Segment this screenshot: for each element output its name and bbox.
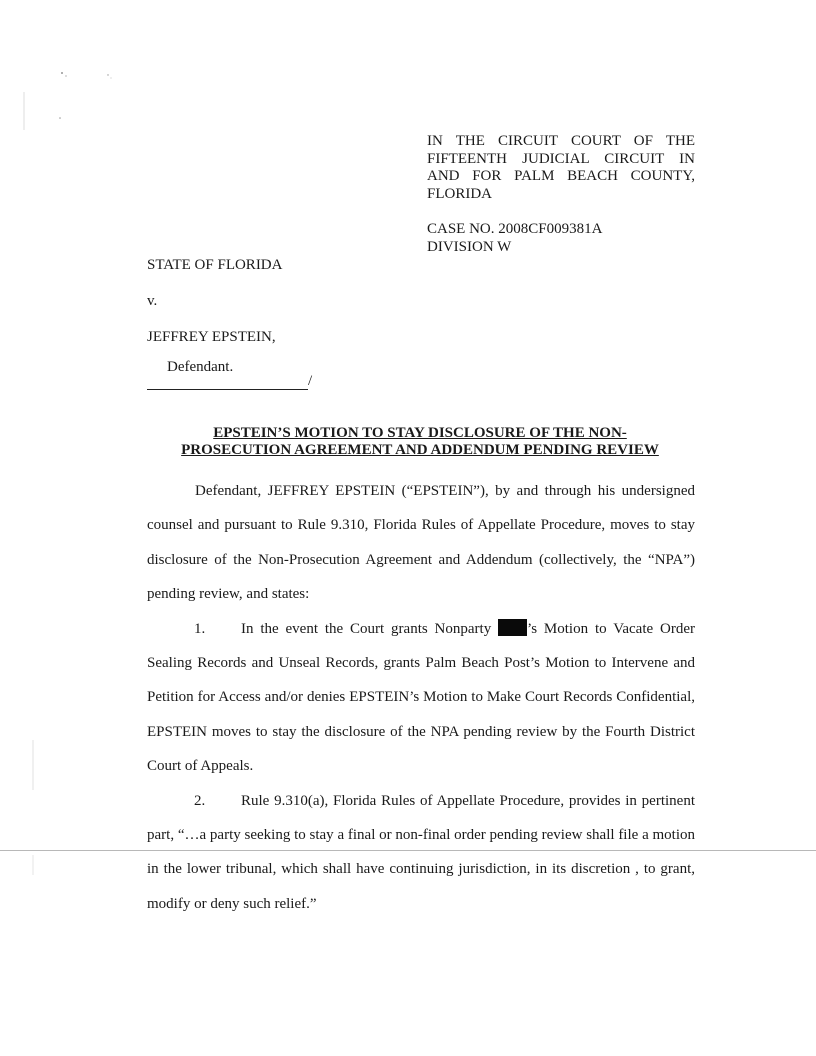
caption-versus: v. (147, 293, 158, 309)
court-heading-line: AND FOR PALM BEACH COUNTY, (427, 168, 695, 184)
motion-title-line-2: PROSECUTION AGREEMENT AND ADDENDUM PENDING REVIEW (181, 442, 659, 458)
caption-rule (147, 389, 308, 390)
paragraph-text: Rule 9.310(a), Florida Rules of Appellate Procedure, provides in pertinent part, “…a party seeking to stay a final or non-final order pending review shall file a motion in the lower tribunal, which shall have continuing jurisdiction, in its discretion , to grant, modify or deny such relief.” (147, 792, 695, 912)
division: DIVISION W (427, 238, 512, 255)
motion-body (147, 474, 695, 921)
paragraph-text: ’s Motion to Vacate Order Sealing Records and Unseal Records, grants Palm Beach Post’s Motion to Intervene and Petition for Access and/or denies EPSTEIN’s Motion to Make Court Records Confidential, EPSTEIN moves to stay the disclosure of the NPA pending review by the Fourth District Court of Appeals. (147, 620, 695, 775)
scan-fold-line (0, 850, 816, 851)
numbered-paragraph-1 (147, 612, 695, 784)
motion-title (140, 425, 700, 459)
case-info (427, 221, 602, 256)
court-heading-line: FIFTEENTH JUDICIAL CIRCUIT IN (427, 150, 695, 167)
intro-paragraph (147, 474, 695, 612)
caption-defendant-name: JEFFREY EPSTEIN, (147, 329, 276, 345)
paragraph-number: 2. (194, 792, 206, 809)
caption-slash: / (308, 373, 313, 389)
redaction-box (498, 619, 527, 636)
court-heading-line: FLORIDA (427, 185, 493, 202)
caption-state: STATE OF FLORIDA (147, 257, 283, 273)
numbered-paragraph-2 (147, 784, 695, 922)
court-heading (427, 133, 695, 203)
paragraph-number: 1. (194, 620, 206, 637)
paragraph-text: In the event the Court grants Nonparty (241, 620, 499, 637)
motion-title-line-1: EPSTEIN’S MOTION TO STAY DISCLOSURE OF THE NON- (213, 425, 627, 441)
court-heading-line: IN THE CIRCUIT COURT OF THE (427, 133, 695, 149)
intro-text: Defendant, JEFFREY EPSTEIN (“EPSTEIN”), by and through his undersigned counsel and pursuant to Rule 9.310, Florida Rules of Appellate Procedure, moves to stay disclosure of the Non-Prosecution Agreement and Addendum (collectively, the “NPA”) pending review, and states: (147, 483, 695, 603)
case-number: CASE NO. 2008CF009381A (427, 221, 603, 237)
caption-defendant-role: Defendant. (167, 359, 234, 375)
